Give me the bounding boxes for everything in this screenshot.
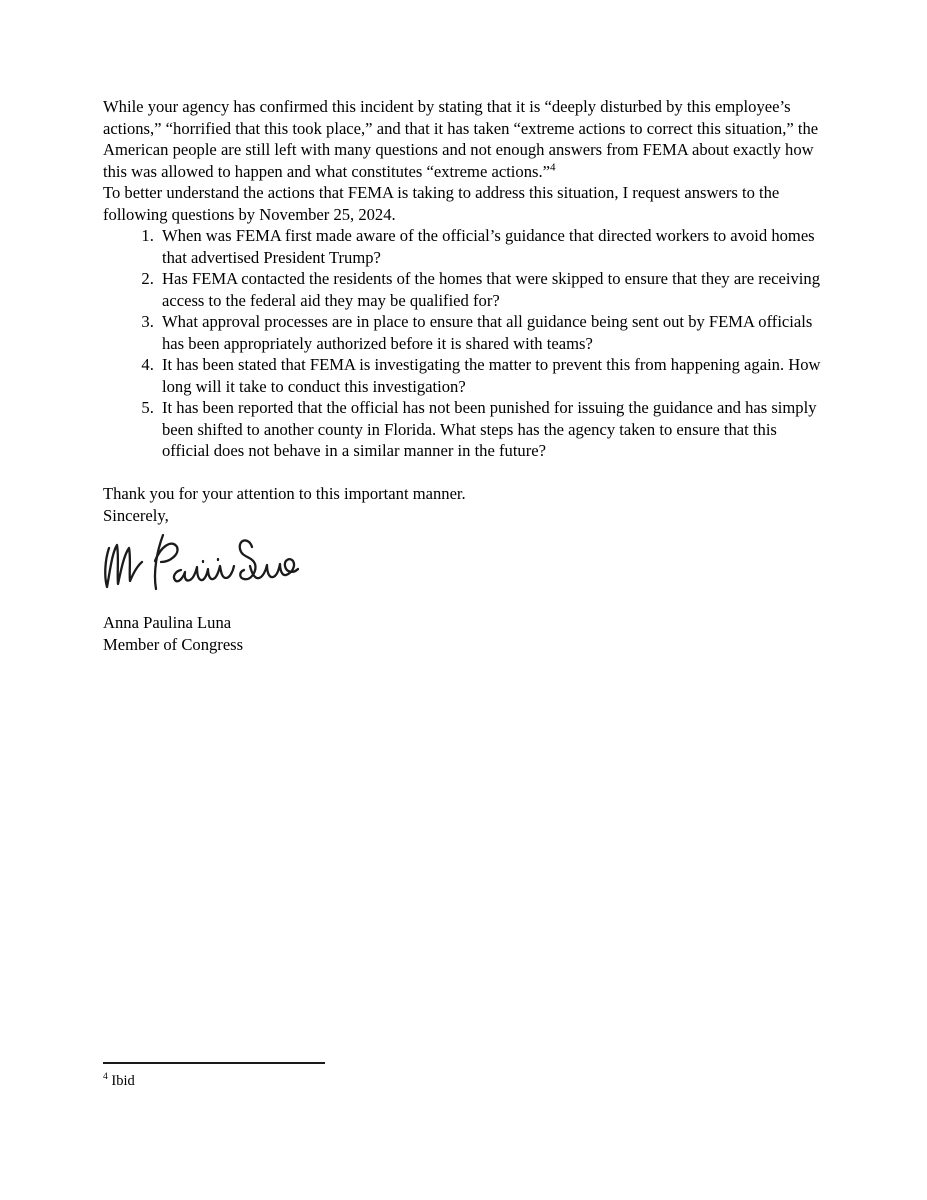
handwritten-signature-icon: [99, 526, 299, 596]
paragraph-request: To better understand the actions that FEMA is taking to address this situation, I request answers to the following questions by November 25, 2024.: [103, 183, 780, 224]
question-item-5: 5. It has been reported that the official has not been punished for issuing the guidance and has simply been shifted to another county in Florida. What steps has the agency taken to ensure that this official does not behave in a similar manner in the future?: [158, 397, 827, 462]
signer-block: [103, 612, 827, 655]
letter-body: [103, 96, 827, 655]
footnote-label: Ibid: [111, 1073, 135, 1089]
signer-name: Anna Paulina Luna: [103, 613, 232, 632]
paragraph-incident-text: While your agency has confirmed this incident by stating that it is “deeply disturbed by this employee’s actions,” “horrified that this took place,” and that it has taken “extreme actions to correct this situation,” the American people are still left with many questions and not enough answers from FEMA about exactly how this was allowed to happen and what constitutes “extreme actions.”: [103, 97, 819, 181]
footnote-reference-mark: 4: [549, 160, 556, 173]
question-item-4: 4. It has been stated that FEMA is investigating the matter to prevent this from happening again. How long will it take to conduct this investigation?: [158, 354, 827, 397]
footnote: [103, 1072, 503, 1090]
closing-line: Thank you for your attention to this important manner.: [103, 484, 466, 503]
footnote-area: [103, 1062, 503, 1090]
signer-title: Member of Congress: [103, 634, 244, 654]
paragraph-incident: [103, 96, 827, 182]
questions-list: [103, 225, 827, 462]
valediction: Sincerely,: [103, 505, 169, 525]
footnote-divider: [103, 1062, 325, 1064]
question-item-1: 1. When was FEMA first made aware of the official’s guidance that directed workers to avoid homes that advertised President Trump?: [158, 225, 827, 268]
footnote-number: 4: [103, 1072, 108, 1083]
question-item-3: 3. What approval processes are in place to ensure that all guidance being sent out by FEMA officials has been appropriately authorized before it is shared with teams?: [158, 311, 827, 354]
question-item-2: 2. Has FEMA contacted the residents of the homes that were skipped to ensure that they are receiving access to the federal aid they may be qualified for?: [158, 268, 827, 311]
